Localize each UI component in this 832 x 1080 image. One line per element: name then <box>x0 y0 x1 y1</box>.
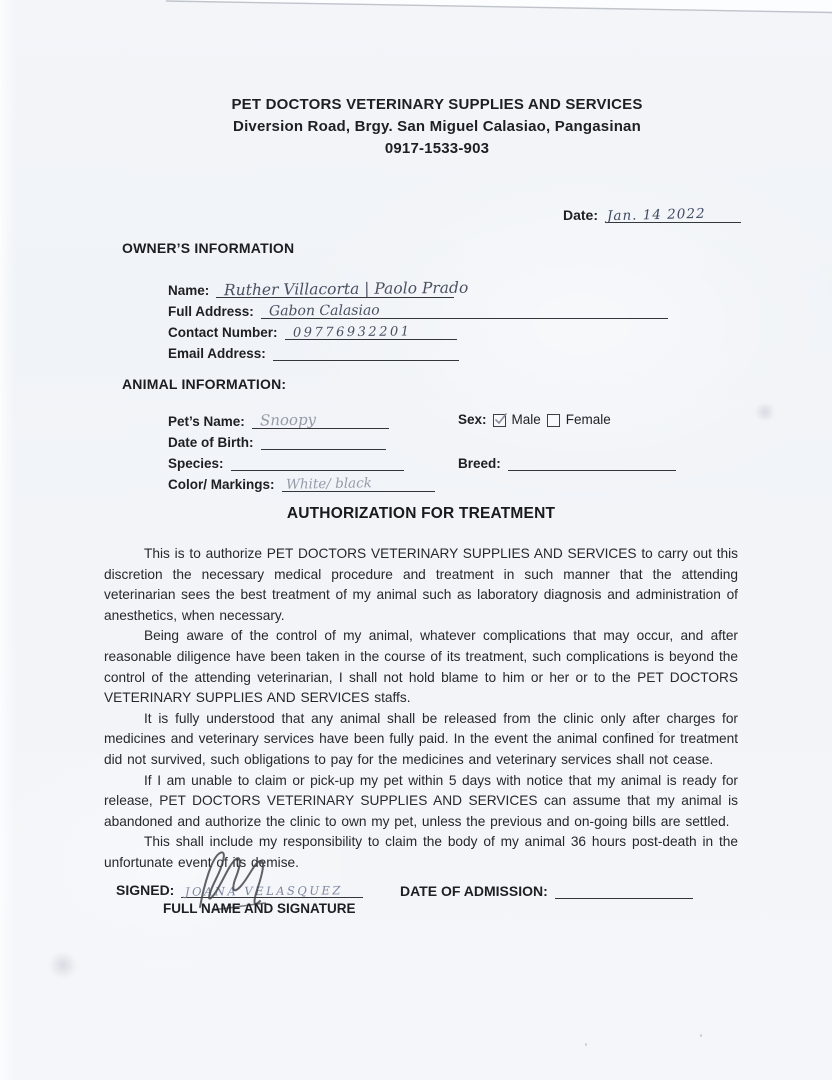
date-underline <box>605 205 741 223</box>
letterhead <box>84 94 790 160</box>
full-name-caption: FULL NAME AND SIGNATURE <box>163 901 356 916</box>
color-markings-label: Color/ Markings: <box>168 477 275 492</box>
owner-contact-underline <box>285 322 457 340</box>
species-underline <box>231 453 404 471</box>
signed-name-handwriting: JOANA VELASQUEZ <box>185 883 344 899</box>
scan-speck <box>700 1034 702 1037</box>
authorization-title: AUTHORIZATION FOR TREATMENT <box>286 505 556 522</box>
date-label: Date: <box>563 207 599 223</box>
pet-name-handwriting: Snoopy <box>259 410 317 430</box>
authorization-paragraph: If I am unable to claim or pick-up my pet within 5 days with notice that my animal is ready for release, PET DOCTORS VETERINARY SUPPLIES AND SERVICES can assume that my animal is abandoned and authorize the clinic to own my pet, unless the previous and on-going bills are settled. <box>104 772 738 829</box>
male-checkbox <box>493 414 506 427</box>
sex-field <box>458 412 611 427</box>
owner-address-underline <box>261 301 668 319</box>
owner-email-label: Email Address: <box>168 346 266 361</box>
scan-speck <box>585 1043 587 1046</box>
owner-email-field <box>168 343 459 361</box>
owner-email-underline <box>273 343 459 361</box>
pet-name-label: Pet’s Name: <box>168 414 245 429</box>
admission-date-field <box>400 881 693 899</box>
pet-name-field <box>168 411 389 429</box>
signed-label: SIGNED: <box>116 882 175 898</box>
authorization-paragraph: It is fully understood that any animal shall be released from the clinic only after charges for medicines and veterinary services have been fully paid. In the event the animal confined for treatment did not survived, such obligations to pay for the medicines and veterinary services shall not cease. <box>104 710 738 767</box>
sex-label: Sex: <box>458 412 487 427</box>
authorization-body <box>104 544 738 874</box>
male-option-label: Male <box>511 412 541 427</box>
checkmark-icon <box>493 412 508 427</box>
authorization-paragraph: This shall include my responsibility to claim the body of my animal 36 hours post-death in the unfortunate event of its demise. <box>104 834 738 870</box>
clinic-phone: 0917-1533-903 <box>384 140 490 157</box>
female-option-label: Female <box>565 412 611 427</box>
paper-edge-shadow <box>0 0 832 22</box>
scan-edge-highlight <box>0 0 16 1080</box>
authorization-paragraph: This is to authorize PET DOCTORS VETERINARY SUPPLIES AND SERVICES to carry out this discretion the necessary medical procedure and treatment in such manner that the attending veterinarian sees the best treatment of my animal such as laboratory diagnosis and administration of anesthetics, when necessary. <box>104 546 738 623</box>
female-checkbox <box>547 414 560 427</box>
birthdate-field <box>168 432 386 450</box>
breed-underline <box>508 453 676 471</box>
owner-address-field <box>168 301 668 319</box>
owner-section-title: OWNER’S INFORMATION <box>122 240 295 256</box>
breed-field <box>458 453 676 471</box>
date-handwriting: Jan. 14 2022 <box>606 205 706 225</box>
admission-date-label: DATE OF ADMISSION: <box>400 883 548 899</box>
scan-smudge <box>48 952 78 978</box>
owner-contact-label: Contact Number: <box>168 325 278 340</box>
animal-section-title: ANIMAL INFORMATION: <box>122 376 287 392</box>
owner-address-label: Full Address: <box>168 304 254 319</box>
owner-name-label: Name: <box>168 283 210 298</box>
date-field <box>563 205 741 223</box>
breed-label: Breed: <box>458 456 501 471</box>
owner-name-underline <box>216 278 469 300</box>
color-markings-handwriting: White/ black <box>285 475 372 493</box>
scan-smudge <box>752 404 778 420</box>
birthdate-label: Date of Birth: <box>168 435 254 450</box>
clinic-address: Diversion Road, Brgy. San Miguel Calasiao, Pangasinan <box>233 118 641 135</box>
owner-contact-field <box>168 322 457 340</box>
owner-address-handwriting: Gabon Calasiao <box>268 302 380 320</box>
owner-name-handwriting: Ruther Villacorta | Paolo Prado <box>224 278 469 300</box>
birthdate-underline <box>261 432 386 450</box>
pet-name-underline <box>252 411 389 429</box>
color-markings-underline <box>282 474 435 492</box>
clinic-name: PET DOCTORS VETERINARY SUPPLIES AND SERVICES <box>231 96 643 113</box>
owner-contact-handwriting: 09776932201 <box>292 324 412 341</box>
authorization-paragraph: Being aware of the control of my animal, whatever complications that may occur, and after reasonable diligence have been taken in the course of its treatment, such complications is beyond the control of the attending veterinarian, I shall not hold blame to him or her or to the PET DOCTORS VETERINARY SUPPLIES AND SERVICES staffs. <box>104 628 738 706</box>
owner-name-field <box>168 278 469 300</box>
species-field <box>168 453 404 471</box>
species-label: Species: <box>168 456 224 471</box>
admission-date-underline <box>555 881 693 899</box>
color-markings-field <box>168 474 435 492</box>
